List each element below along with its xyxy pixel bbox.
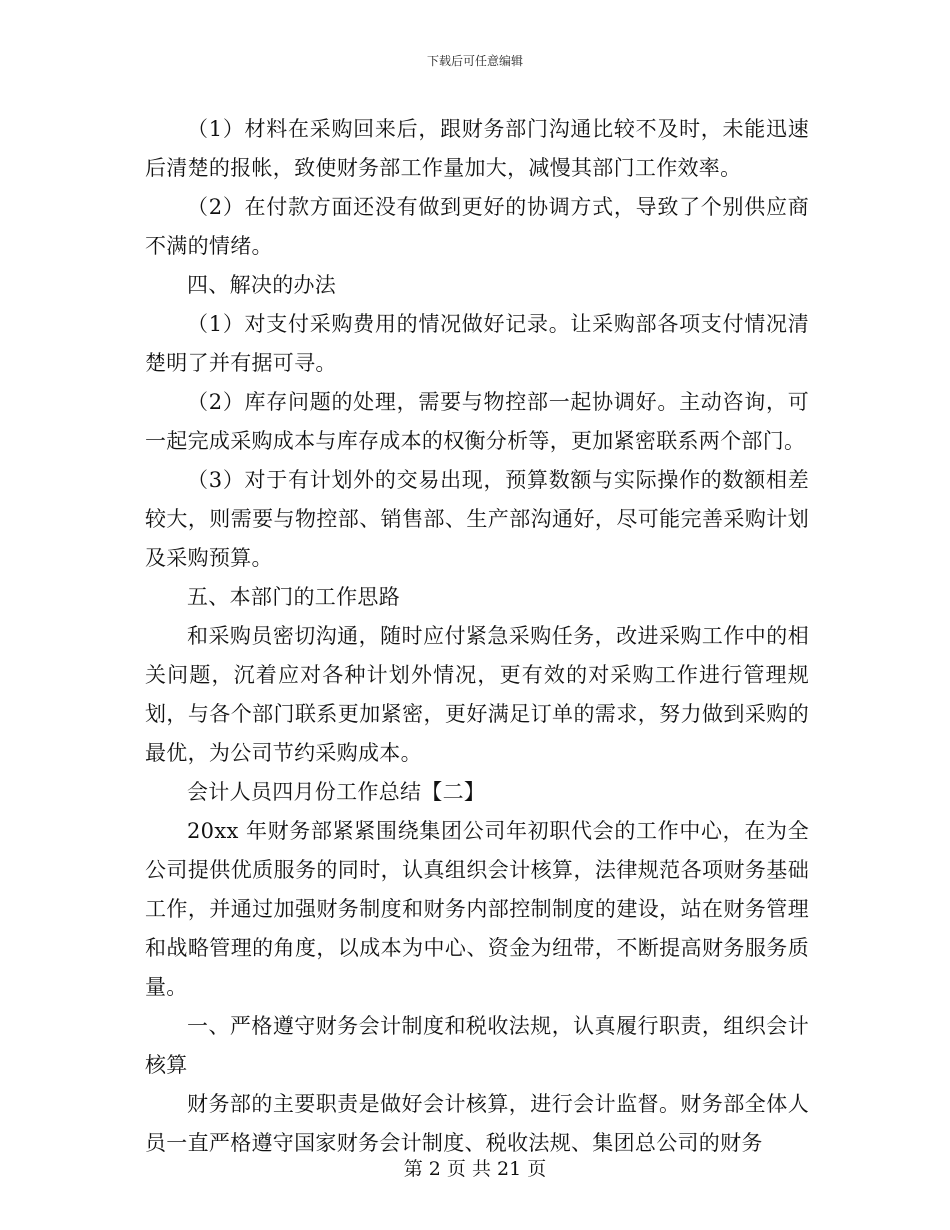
page-header: 下载后可任意编辑: [426, 54, 523, 68]
paragraph: 财务部的主要职责是做好会计核算，进行会计监督。财务部全体人员一直严格遵守国家财务会计制度、税收法规、集团总公司的财务: [145, 1092, 809, 1155]
paragraph: 和采购员密切沟通，随时应付紧急采购任务，改进采购工作中的相关问题，沉着应对各种计划外情况，更有效的对采购工作进行管理规划，与各个部门联系更加紧密，更好满足订单的需求，努力做到采购的最优，为公司节约采购成本。: [145, 624, 809, 765]
paragraph: （2）库存问题的处理，需要与物控部一起协调好。主动咨询，可一起完成采购成本与库存成本的权衡分析等，更加紧密联系两个部门。: [145, 390, 809, 453]
document-title: 会计人员四月份工作总结【二】: [187, 780, 486, 804]
document-body: [145, 110, 809, 1163]
section-heading: 一、严格遵守财务会计制度和税收法规，认真履行职责，组织会计核算: [145, 1014, 809, 1077]
paragraph: （1）对支付采购费用的情况做好记录。让采购部各项支付情况清楚明了并有据可寻。: [145, 312, 809, 375]
paragraph: 20xx 年财务部紧紧围绕集团公司年初职代会的工作中心，在为全公司提供优质服务的同时，认真组织会计核算，法律规范各项财务基础工作，并通过加强财务制度和财务内部控制制度的建设，站在财务管理和战略管理的角度，以成本为中心、资金为纽带，不断提高财务服务质量。: [145, 819, 809, 999]
section-heading: 四、解决的办法: [187, 273, 337, 297]
paragraph: （3）对于有计划外的交易出现，预算数额与实际操作的数额相差较大，则需要与物控部、销售部、生产部沟通好，尽可能完善采购计划及采购预算。: [145, 468, 809, 570]
paragraph: （2）在付款方面还没有做到更好的协调方式，导致了个别供应商不满的情绪。: [145, 195, 809, 258]
page-footer: 第 2 页 共 21 页: [403, 1158, 547, 1180]
paragraph: （1）材料在采购回来后，跟财务部门沟通比较不及时，未能迅速后清楚的报帐，致使财务部工作量加大，减慢其部门工作效率。: [145, 117, 809, 180]
section-heading: 五、本部门的工作思路: [187, 585, 400, 609]
